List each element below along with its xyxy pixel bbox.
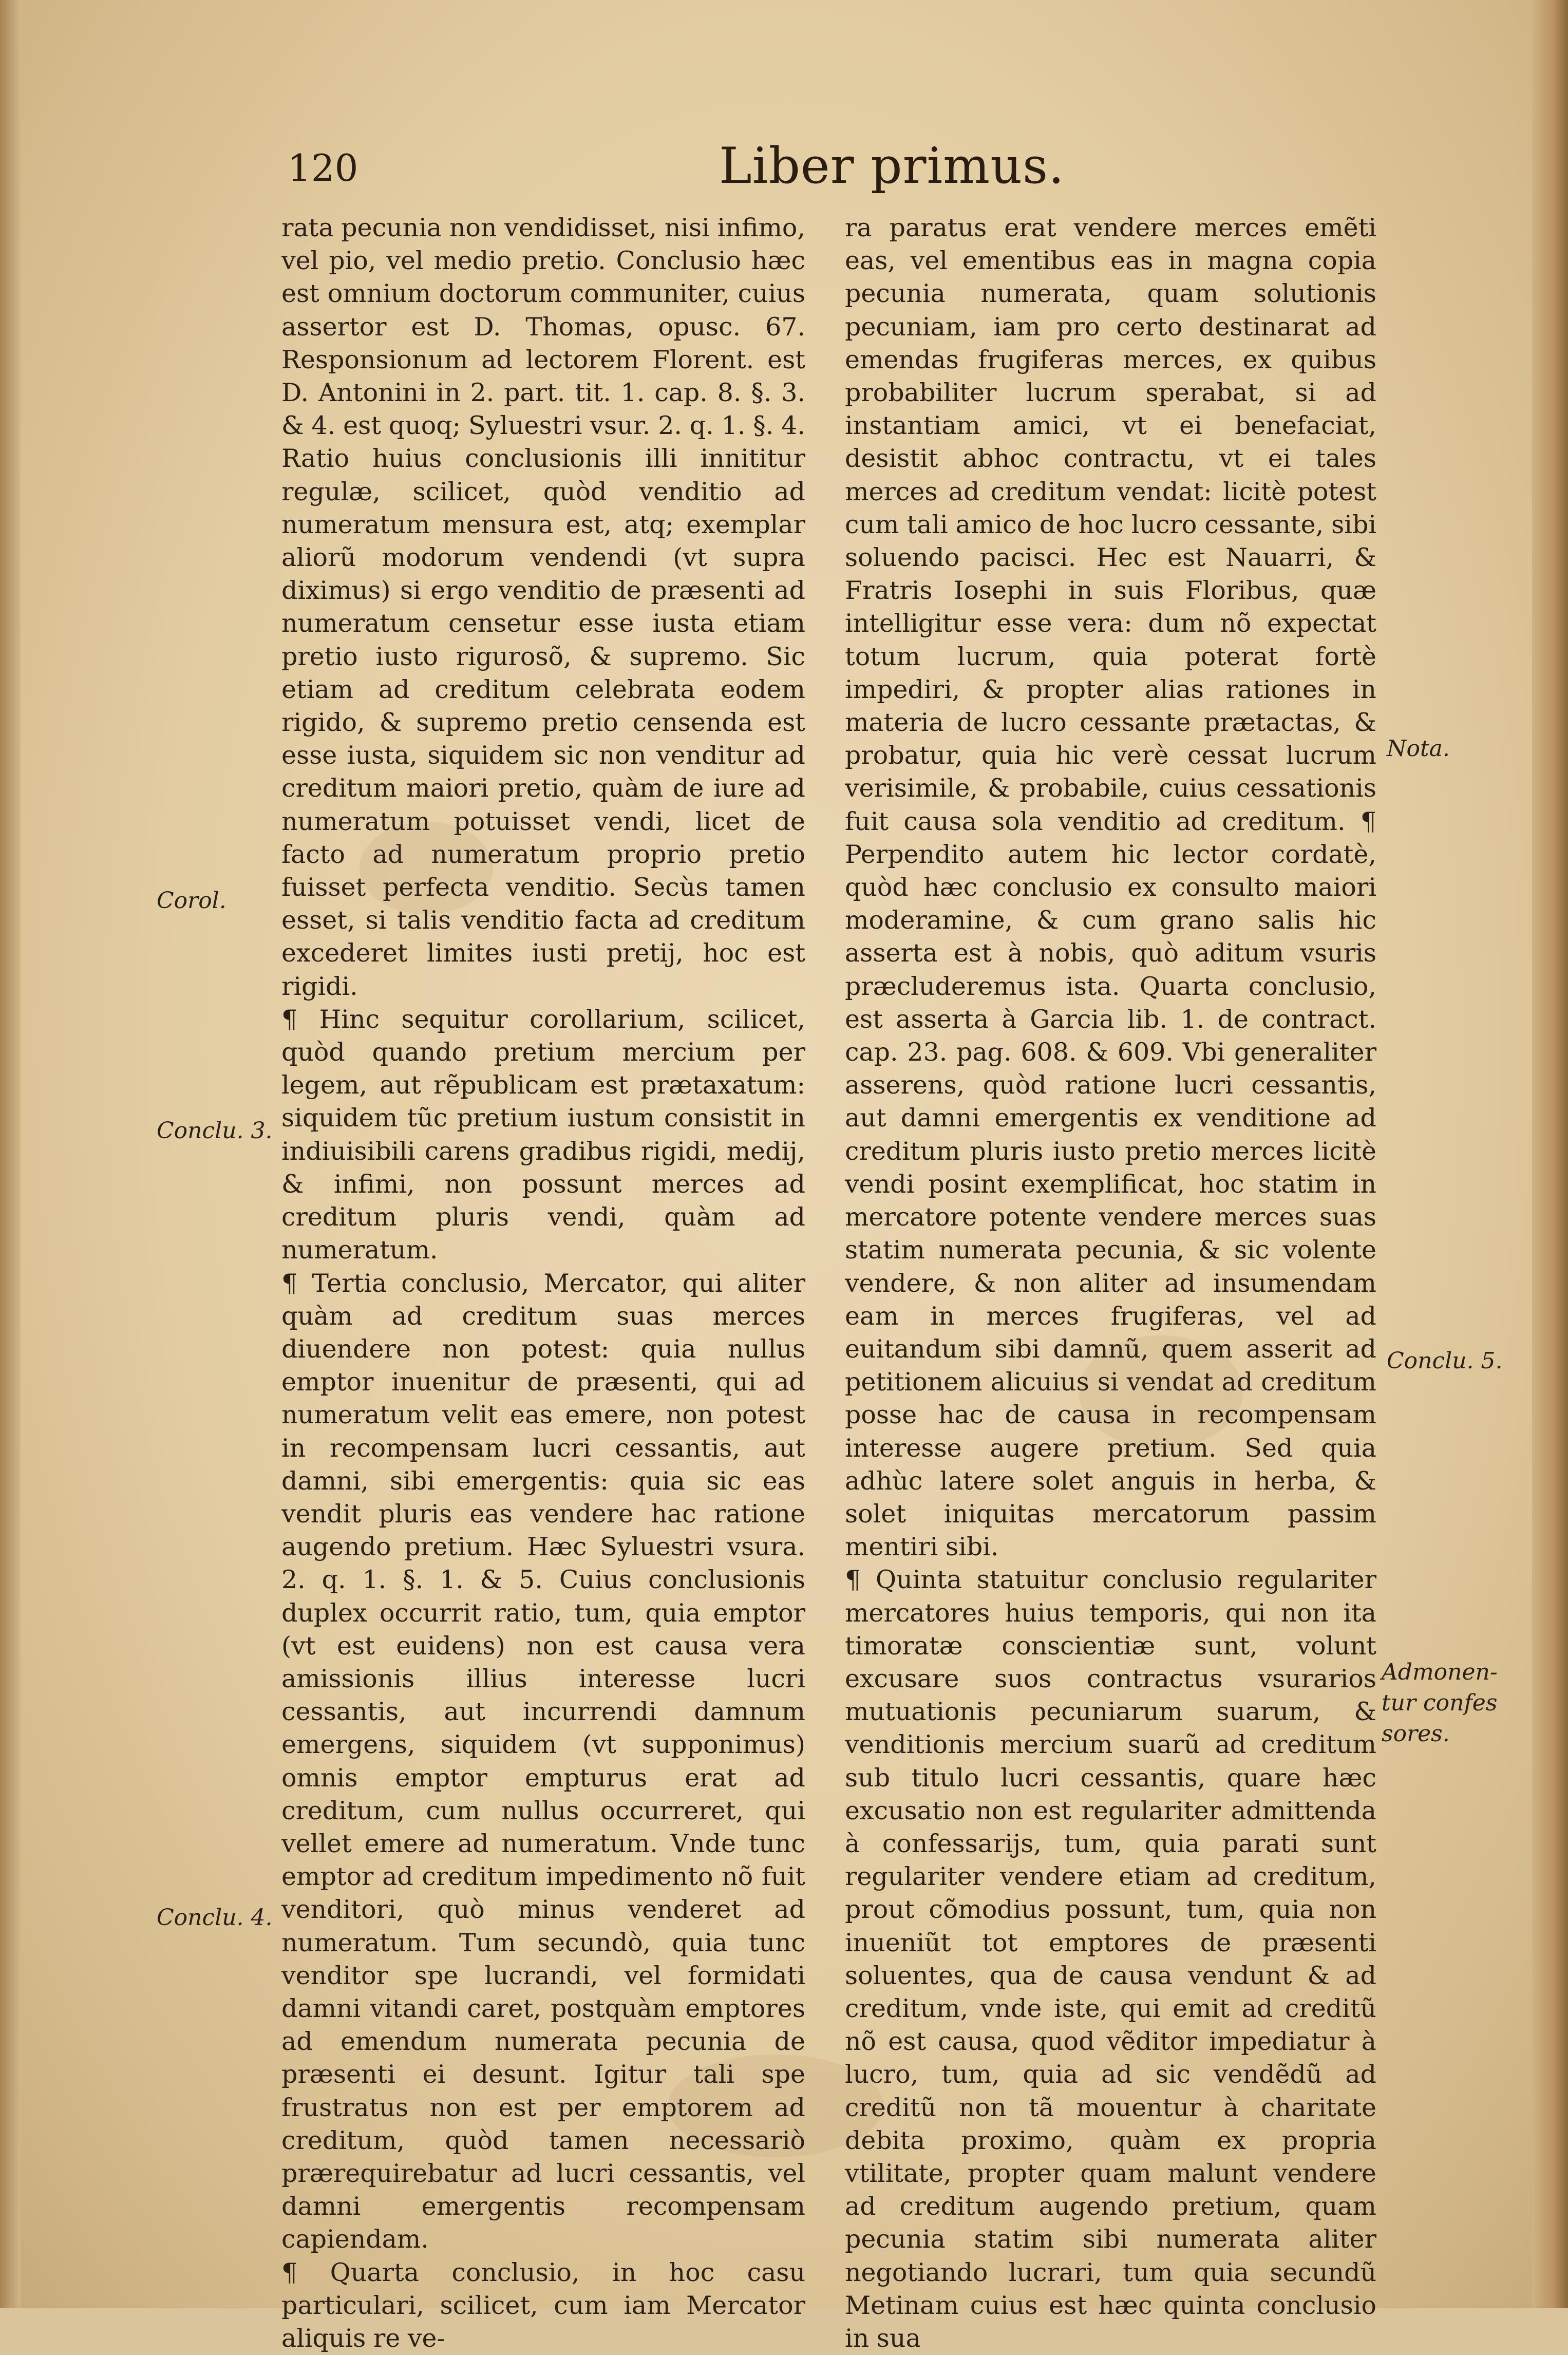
running-title: Liber primus. <box>719 137 1065 195</box>
paragraph-corollary: ¶ Hinc sequitur corollarium, scilicet, quòd quando pretium mercium per legem, aut rẽpublicam est prætaxatum: siquidem tũc pretium iustum consistit in indiuisibili carens gradibus rigidi, medij, & infimi, non possunt merces ad creditum pluris vendi, quàm ad numeratum. <box>281 1004 805 1265</box>
margin-note-conclusion-4: Conclu. 4. <box>157 1905 273 1931</box>
page-gutter-shadow <box>0 0 21 2308</box>
left-column <box>281 212 805 2355</box>
paragraph-conclusion-4: ¶ Quarta conclusio, in hoc casu particulari, scilicet, cum iam Mercator aliquis re ve- <box>281 2257 805 2353</box>
paragraph-conclusion-3: ¶ Tertia conclusio, Mercator, qui aliter quàm ad creditum suas merces diuendere non potest: quia nullus emptor inuenitur de præsenti, qui ad numeratum velit eas emere, non potest in recompensam lucri cessantis, aut damni, sibi emergentis: quia sic eas vendit pluris eas vendere hac ratione augendo pretium. Hæc Syluestri vsura. 2. q. 1. §. 1. & 5. Cuius conclusionis duplex occurrit ratio, tum, quia emptor (vt est euidens) non est causa vera amissionis illius interesse lucri cessantis, aut incurrendi damnum emergens, siquidem (vt supponimus) omnis emptor empturus erat ad creditum, cum nullus occurreret, qui vellet emere ad numeratum. Vnde tunc emptor ad creditum impedimento nõ fuit venditori, quò minus venderet ad numeratum. Tum secundò, quia tunc venditor spe lucrandi, vel formidati damni vitandi caret, postquàm emptores ad emendum numerata pecunia de præsenti ei desunt. Igitur tali spe frustratus non est per emptorem ad creditum, quòd tamen necessariò prærequirebatur ad lucri cessantis, vel damni emergentis recompensam capiendam. <box>281 1268 805 2254</box>
margin-note-conclusion-3: Conclu. 3. <box>157 1118 273 1144</box>
page-edge-shadow <box>1532 0 1568 2308</box>
margin-note-admonition-1: Admonen- <box>1382 1659 1498 1685</box>
margin-note-nota: Nota. <box>1387 736 1450 762</box>
margin-note-conclusion-5: Conclu. 5. <box>1387 1348 1503 1374</box>
paragraph-conclusion-5: ¶ Quinta statuitur conclusio regulariter mercatores huius temporis, qui non ita timoratæ conscientiæ sunt, volunt excusare suos contractus vsurarios mutuationis pecuniarum suarum, & venditionis mercium suarũ ad creditum sub titulo lucri cessantis, quare hæc excusatio non est regulariter admittenda à confessarijs, tum, quia parati sunt regulariter vendere etiam ad creditum, prout cõmodius possunt, tum, quia non inueniũt tot emptores de præsenti soluentes, qua de causa vendunt & ad creditum, vnde iste, qui emit ad creditũ nõ est causa, quod vẽditor impediatur à lucro, tum, quia ad sic vendẽdũ ad creditũ non tã mouentur à charitate debita proximo, quàm ex propria vtilitate, propter quam malunt vendere ad creditum augendo pretium, quam pecunia statim sibi numerata aliter negotiando lucrari, tum quia secundũ Metinam cuius est hæc quinta conclusio in sua <box>845 1565 1376 2353</box>
margin-note-corollary: Corol. <box>157 888 226 914</box>
paragraph-conclusion-2: rata pecunia non vendidisset, nisi infimo, vel pio, vel medio pretio. Conclusio hæc est omnium doctorum communiter, cuius assertor est D. Thomas, opusc. 67. Responsionum ad lectorem Florent. est D. Antonini in 2. part. tit. 1. cap. 8. §. 3. & 4. est quoq; Syluestri vsur. 2. q. 1. §. 4. Ratio huius conclusionis illi innititur regulæ, scilicet, quòd venditio ad numeratum mensura est, atq; exemplar aliorũ modorum vendendi (vt supra diximus) si ergo venditio de præsenti ad numeratum censetur esse iusta etiam pretio iusto rigurosõ, & supremo. Sic etiam ad creditum celebrata eodem rigido, & supremo pretio censenda est esse iusta, siquidem sic non venditur ad creditum maiori pretio, quàm de iure ad numeratum potuisset vendi, licet de facto ad numeratum proprio pretio fuisset perfecta venditio. Secùs tamen esset, si talis venditio facta ad creditum excederet limites iusti pretij, hoc est rigidi. <box>281 213 805 1001</box>
right-column <box>845 212 1376 2355</box>
page-header <box>288 137 1382 203</box>
margin-note-admonition-3: sores. <box>1382 1721 1450 1747</box>
margin-note-admonition-2: tur confes <box>1382 1690 1498 1716</box>
paragraph-conclusion-4-cont: ra paratus erat vendere merces emẽti eas, vel ementibus eas in magna copia pecunia numerata, quam solutionis pecuniam, iam pro certo destinarat ad emendas frugiferas merces, ex quibus probabiliter lucrum sperabat, si ad instantiam amici, vt ei benefaciat, desistit abhoc contractu, vt ei tales merces ad creditum vendat: licitè potest cum tali amico de hoc lucro cessante, sibi soluendo pacisci. Hec est Nauarri, & Fratris Iosephi in suis Floribus, quæ intelligitur esse vera: dum nõ expectat totum lucrum, quia poterat fortè impediri, & propter alias rationes in materia de lucro cessante prætactas, & probatur, quia hic verè cessat lucrum verisimile, & probabile, cuius cessationis fuit causa sola venditio ad creditum. ¶ Perpendito autem hic lector cordatè, quòd hæc conclusio ex consulto maiori moderamine, & cum grano salis hic asserta est à nobis, quò aditum vsuris præcluderemus ista. Quarta conclusio, est asserta à Garcia lib. 1. de contract. cap. 23. pag. 608. & 609. Vbi generaliter asserens, quòd ratione lucri cessantis, aut damni emergentis ex venditione ad creditum pluris iusto pretio merces licitè vendi posint exemplificat, hoc statim in mercatore potente vendere merces suas statim numerata pecunia, & sic volente vendere, & non aliter ad insumendam eam in merces frugiferas, vel ad euitandum sibi damnũ, quem asserit ad petitionem alicuius si vendat ad creditum posse hac de causa in recompensam interesse augere pretium. Sed quia adhùc latere solet anguis in herba, & solet iniquitas mercatorum passim mentiri sibi. <box>845 213 1376 1562</box>
page-number: 120 <box>288 146 358 190</box>
